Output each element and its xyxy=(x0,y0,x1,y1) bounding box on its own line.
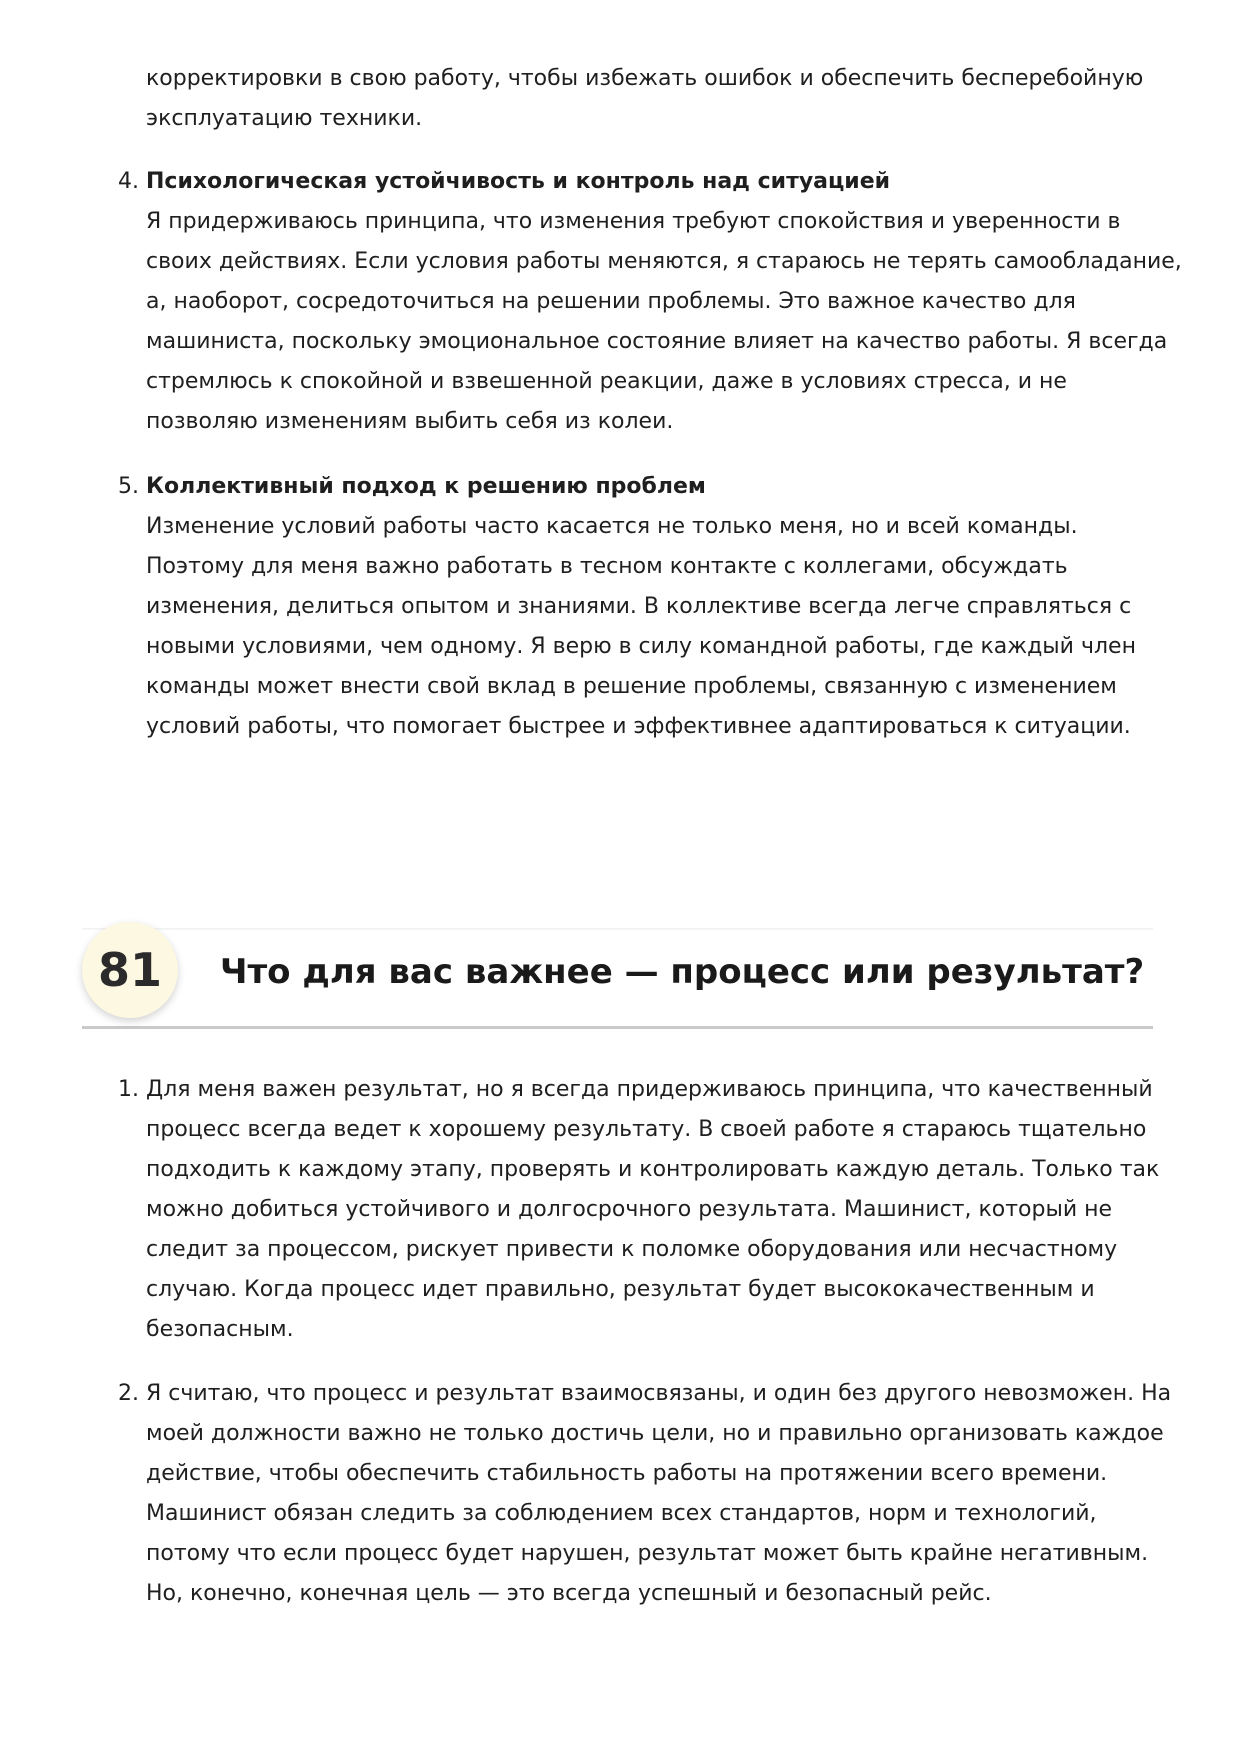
answer-item-2 xyxy=(118,1374,1172,1614)
paragraph-line: команды может внести свой вклад в решение проблемы, связанную с изменением xyxy=(146,674,1117,699)
continued-paragraph xyxy=(118,59,1168,139)
paragraph-line: Я придерживаюсь принципа, что изменения требуют спокойствия и уверенности в xyxy=(146,209,1121,234)
list-item-title: Психологическая устойчивость и контроль над ситуацией xyxy=(146,169,891,194)
list-number: 2. xyxy=(118,1381,139,1406)
paragraph-line: случаю. Когда процесс идет правильно, результат будет высококачественным и xyxy=(146,1277,1095,1302)
paragraph-line: машиниста, поскольку эмоциональное состояние влияет на качество работы. Я всегда xyxy=(146,329,1168,354)
section-number-badge: 81 xyxy=(82,922,178,1018)
paragraph-line: изменения, делиться опытом и знаниями. В коллективе всегда легче справляться с xyxy=(146,594,1132,619)
paragraph-line: своих действиях. Если условия работы меняются, я стараюсь не терять самообладание, xyxy=(146,249,1182,274)
paragraph-line: позволяю изменениям выбить себя из колеи. xyxy=(146,409,674,434)
paragraph-line: Поэтому для меня важно работать в тесном контакте с коллегами, обсуждать xyxy=(146,554,1068,579)
section-title: Что для вас важнее — процесс или результат? xyxy=(220,952,1145,992)
paragraph-line: можно добиться устойчивого и долгосрочного результата. Машинист, который не xyxy=(146,1197,1113,1222)
list-number: 5. xyxy=(118,474,139,499)
paragraph-line: условий работы, что помогает быстрее и эффективнее адаптироваться к ситуации. xyxy=(146,714,1131,739)
paragraph-line: Но, конечно, конечная цель — это всегда успешный и безопасный рейс. xyxy=(146,1581,992,1606)
paragraph-line: следит за процессом, рискует привести к поломке оборудования или несчастному xyxy=(146,1237,1118,1262)
paragraph-line: Для меня важен результат, но я всегда придерживаюсь принципа, что качественный xyxy=(146,1077,1153,1102)
answer-item-1 xyxy=(118,1070,1168,1350)
paragraph-line: новыми условиями, чем одному. Я верю в силу командной работы, где каждый член xyxy=(146,634,1136,659)
paragraph-line: стремлюсь к спокойной и взвешенной реакции, даже в условиях стресса, и не xyxy=(146,369,1067,394)
paragraph-line: Я считаю, что процесс и результат взаимосвязаны, и один без другого невозможен. На xyxy=(146,1381,1172,1406)
paragraph-line: потому что если процесс будет нарушен, результат может быть крайне негативным. xyxy=(146,1541,1149,1566)
list-item-4 xyxy=(118,162,1182,442)
paragraph-line: процесс всегда ведет к хорошему результату. В своей работе я стараюсь тщательно xyxy=(146,1117,1147,1142)
list-number: 4. xyxy=(118,169,139,194)
paragraph-line: действие, чтобы обеспечить стабильность работы на протяжении всего времени. xyxy=(146,1461,1108,1486)
paragraph-line: подходить к каждому этапу, проверять и контролировать каждую деталь. Только так xyxy=(146,1157,1160,1182)
paragraph-line: Машинист обязан следить за соблюдением всех стандартов, норм и технологий, xyxy=(146,1501,1097,1526)
paragraph-line: эксплуатацию техники. xyxy=(146,106,423,131)
paragraph-line: Изменение условий работы часто касается не только меня, но и всей команды. xyxy=(146,514,1078,539)
list-item-5 xyxy=(118,467,1168,747)
list-number: 1. xyxy=(118,1077,139,1102)
paragraph-line: корректировки в свою работу, чтобы избежать ошибок и обеспечить бесперебойную xyxy=(146,66,1144,91)
paragraph-line: а, наоборот, сосредоточиться на решении проблемы. Это важное качество для xyxy=(146,289,1076,314)
list-item-title: Коллективный подход к решению проблем xyxy=(146,474,706,499)
paragraph-line: безопасным. xyxy=(146,1317,294,1342)
paragraph-line: моей должности важно не только достичь цели, но и правильно организовать каждое xyxy=(146,1421,1164,1446)
